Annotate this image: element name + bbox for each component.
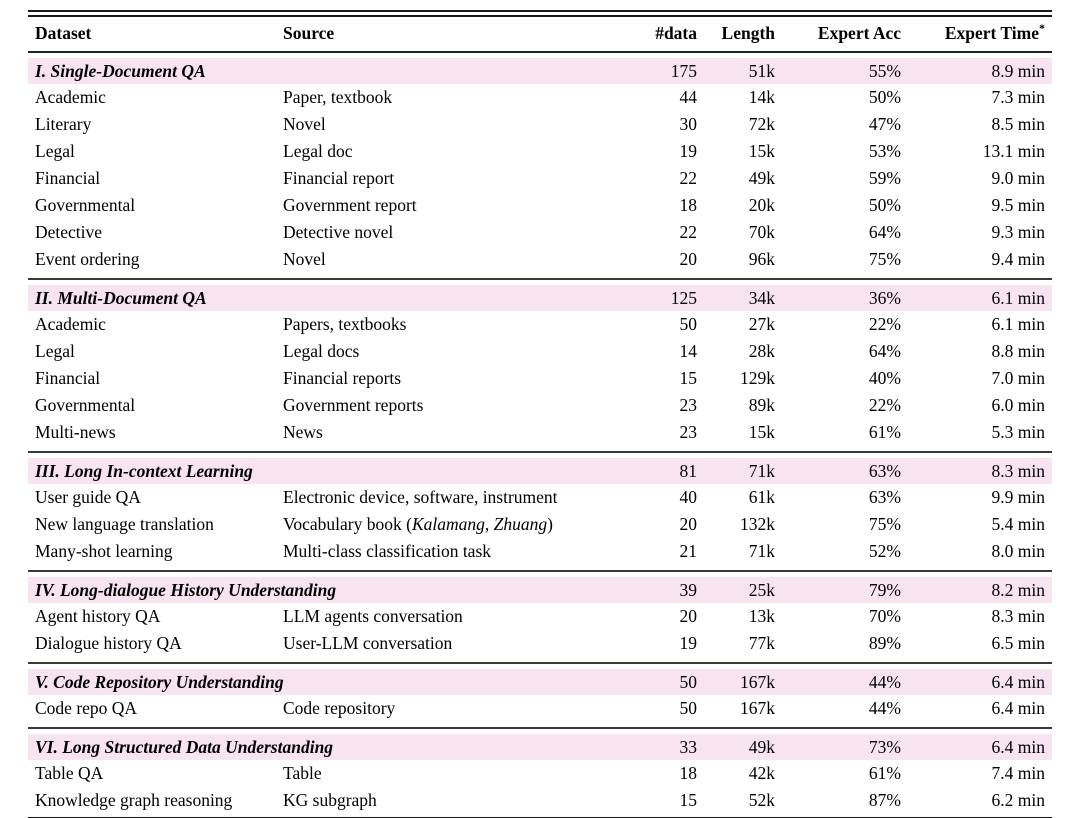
length-cell: 27k xyxy=(748,314,775,334)
section-title: IV. Long-dialogue History Understanding xyxy=(28,577,630,603)
acc-cell: 50% xyxy=(868,195,901,215)
table-row xyxy=(28,419,1052,446)
data-cell: 19 xyxy=(679,633,697,653)
source-cell: KG subgraph xyxy=(283,790,377,810)
dataset-cell: Table QA xyxy=(35,763,104,783)
section-row xyxy=(28,285,1052,311)
length-cell: 15k xyxy=(748,422,775,442)
time-cell: 6.0 min xyxy=(991,395,1045,415)
table-row xyxy=(28,392,1052,419)
table-row xyxy=(28,603,1052,630)
data-cell: 18 xyxy=(679,763,697,783)
time-cell-aggregate: 6.4 min xyxy=(906,669,1052,695)
data-cell-aggregate: 81 xyxy=(630,458,702,484)
acc-cell: 59% xyxy=(868,168,901,188)
length-cell-aggregate: 49k xyxy=(702,734,780,760)
table-header xyxy=(28,17,1052,52)
time-cell: 7.3 min xyxy=(991,87,1045,107)
column-header-time: Expert Time* xyxy=(906,17,1052,52)
length-cell: 15k xyxy=(748,141,775,161)
dataset-cell: Financial xyxy=(35,168,101,188)
data-cell: 23 xyxy=(679,395,697,415)
length-cell-aggregate: 51k xyxy=(702,58,780,84)
table-row xyxy=(28,84,1052,111)
header-row xyxy=(28,17,1052,52)
dataset-cell: Governmental xyxy=(35,395,136,415)
length-cell: 20k xyxy=(748,195,775,215)
data-cell: 18 xyxy=(679,195,697,215)
acc-cell: 70% xyxy=(868,606,901,626)
table-row xyxy=(28,111,1052,138)
dataset-cell: User guide QA xyxy=(35,487,141,507)
acc-cell: 40% xyxy=(868,368,901,388)
acc-cell: 47% xyxy=(868,114,901,134)
acc-cell: 75% xyxy=(868,249,901,269)
data-cell-aggregate: 39 xyxy=(630,577,702,603)
time-cell: 8.3 min xyxy=(991,606,1045,626)
section-title: V. Code Repository Understanding xyxy=(28,669,630,695)
dataset-cell: Multi-news xyxy=(35,422,116,442)
time-cell-aggregate: 8.9 min xyxy=(906,58,1052,84)
column-header-dataset: Dataset xyxy=(28,17,283,52)
acc-cell: 22% xyxy=(868,314,901,334)
acc-cell: 64% xyxy=(868,222,901,242)
source-cell: Financial report xyxy=(283,168,395,188)
data-cell-aggregate: 125 xyxy=(630,285,702,311)
table-row xyxy=(28,246,1052,273)
source-cell: Papers, textbooks xyxy=(283,314,407,334)
section-row xyxy=(28,577,1052,603)
data-cell: 50 xyxy=(679,698,697,718)
source-cell: Legal doc xyxy=(283,141,353,161)
length-cell: 42k xyxy=(748,763,775,783)
source-cell: Novel xyxy=(283,114,326,134)
time-cell: 9.3 min xyxy=(991,222,1045,242)
length-cell: 61k xyxy=(748,487,775,507)
data-cell: 20 xyxy=(679,249,697,269)
data-cell: 22 xyxy=(679,222,697,242)
time-cell: 6.1 min xyxy=(991,314,1045,334)
length-cell: 70k xyxy=(748,222,775,242)
source-cell: Code repository xyxy=(283,698,396,718)
length-cell: 129k xyxy=(740,368,775,388)
source-cell: Financial reports xyxy=(283,368,402,388)
column-header-data: #data xyxy=(630,17,702,52)
acc-cell-aggregate: 79% xyxy=(780,577,906,603)
acc-cell: 61% xyxy=(868,422,901,442)
dataset-cell: Event ordering xyxy=(35,249,140,269)
source-cell: User-LLM conversation xyxy=(283,633,453,653)
data-cell-aggregate: 33 xyxy=(630,734,702,760)
length-cell: 52k xyxy=(748,790,775,810)
time-cell: 7.0 min xyxy=(991,368,1045,388)
acc-cell-aggregate: 55% xyxy=(780,58,906,84)
time-cell: 8.0 min xyxy=(991,541,1045,561)
source-cell: Legal docs xyxy=(283,341,360,361)
acc-cell: 61% xyxy=(868,763,901,783)
source-cell: News xyxy=(283,422,323,442)
acc-cell-aggregate: 36% xyxy=(780,285,906,311)
source-cell: Multi-class classification task xyxy=(283,541,492,561)
length-cell: 132k xyxy=(740,514,775,534)
source-cell: Vocabulary book (Kalamang, Zhuang) xyxy=(283,514,553,534)
data-cell: 23 xyxy=(679,422,697,442)
dataset-cell: Academic xyxy=(35,87,106,107)
data-cell: 15 xyxy=(679,790,697,810)
acc-cell: 52% xyxy=(868,541,901,561)
table-top-double-rule xyxy=(28,10,1052,17)
source-cell: Government report xyxy=(283,195,417,215)
table-row xyxy=(28,165,1052,192)
length-cell: 49k xyxy=(748,168,775,188)
length-cell: 89k xyxy=(748,395,775,415)
source-cell: Electronic device, software, instrument xyxy=(283,487,558,507)
time-cell-aggregate: 8.2 min xyxy=(906,577,1052,603)
source-cell: Novel xyxy=(283,249,326,269)
acc-cell: 64% xyxy=(868,341,901,361)
acc-cell: 89% xyxy=(868,633,901,653)
dataset-cell: Legal xyxy=(35,341,75,361)
source-cell: Detective novel xyxy=(283,222,394,242)
time-cell: 8.5 min xyxy=(991,114,1045,134)
dataset-cell: Dialogue history QA xyxy=(35,633,182,653)
length-cell: 72k xyxy=(748,114,775,134)
time-cell: 5.4 min xyxy=(991,514,1045,534)
table-row xyxy=(28,192,1052,219)
length-cell: 96k xyxy=(748,249,775,269)
table-row xyxy=(28,219,1052,246)
column-header-source: Source xyxy=(283,17,630,52)
acc-cell: 75% xyxy=(868,514,901,534)
dataset-cell: Agent history QA xyxy=(35,606,161,626)
length-cell: 77k xyxy=(748,633,775,653)
section-row xyxy=(28,58,1052,84)
length-cell-aggregate: 167k xyxy=(702,669,780,695)
italic-source-term: Zhuang xyxy=(493,514,548,534)
table-row xyxy=(28,484,1052,511)
data-cell: 50 xyxy=(679,314,697,334)
section-row xyxy=(28,734,1052,760)
header-footnote-star: * xyxy=(1039,21,1045,36)
time-cell: 9.0 min xyxy=(991,168,1045,188)
dataset-cell: Knowledge graph reasoning xyxy=(35,790,233,810)
time-cell: 6.5 min xyxy=(991,633,1045,653)
time-cell: 9.9 min xyxy=(991,487,1045,507)
dataset-cell: Detective xyxy=(35,222,103,242)
length-cell-aggregate: 71k xyxy=(702,458,780,484)
length-cell: 71k xyxy=(748,541,775,561)
acc-cell: 22% xyxy=(868,395,901,415)
section-title: I. Single-Document QA xyxy=(28,58,630,84)
acc-cell: 63% xyxy=(868,487,901,507)
data-cell: 15 xyxy=(679,368,697,388)
length-cell: 14k xyxy=(748,87,775,107)
dataset-cell: Code repo QA xyxy=(35,698,138,718)
time-cell: 5.3 min xyxy=(991,422,1045,442)
time-cell: 9.5 min xyxy=(991,195,1045,215)
acc-cell-aggregate: 63% xyxy=(780,458,906,484)
time-cell-aggregate: 6.4 min xyxy=(906,734,1052,760)
table-row xyxy=(28,695,1052,722)
length-cell-aggregate: 25k xyxy=(702,577,780,603)
data-cell-aggregate: 50 xyxy=(630,669,702,695)
table-row xyxy=(28,138,1052,165)
table-row xyxy=(28,760,1052,787)
table-row xyxy=(28,787,1052,814)
length-cell: 13k xyxy=(748,606,775,626)
time-cell-aggregate: 8.3 min xyxy=(906,458,1052,484)
section-title: III. Long In-context Learning xyxy=(28,458,630,484)
table-body xyxy=(28,52,1052,814)
dataset-cell: Many-shot learning xyxy=(35,541,173,561)
dataset-cell: Academic xyxy=(35,314,106,334)
time-cell: 7.4 min xyxy=(991,763,1045,783)
acc-cell: 87% xyxy=(868,790,901,810)
section-title: VI. Long Structured Data Understanding xyxy=(28,734,630,760)
dataset-cell: New language translation xyxy=(35,514,214,534)
section-title: II. Multi-Document QA xyxy=(28,285,630,311)
data-cell: 20 xyxy=(679,606,697,626)
acc-cell: 44% xyxy=(868,698,901,718)
time-cell-aggregate: 6.1 min xyxy=(906,285,1052,311)
time-cell: 6.2 min xyxy=(991,790,1045,810)
data-cell: 19 xyxy=(679,141,697,161)
data-cell: 30 xyxy=(679,114,697,134)
time-cell: 9.4 min xyxy=(991,249,1045,269)
benchmark-table xyxy=(28,17,1052,814)
acc-cell-aggregate: 44% xyxy=(780,669,906,695)
source-cell: Government reports xyxy=(283,395,424,415)
data-cell-aggregate: 175 xyxy=(630,58,702,84)
dataset-cell: Literary xyxy=(35,114,92,134)
time-cell: 6.4 min xyxy=(991,698,1045,718)
table-row xyxy=(28,538,1052,565)
table-row xyxy=(28,511,1052,538)
table-row xyxy=(28,338,1052,365)
data-cell: 44 xyxy=(679,87,697,107)
data-cell: 14 xyxy=(679,341,697,361)
dataset-cell: Governmental xyxy=(35,195,136,215)
acc-cell: 53% xyxy=(868,141,901,161)
data-cell: 22 xyxy=(679,168,697,188)
section-row xyxy=(28,458,1052,484)
source-cell: LLM agents conversation xyxy=(283,606,463,626)
acc-cell-aggregate: 73% xyxy=(780,734,906,760)
data-cell: 21 xyxy=(679,541,697,561)
table-row xyxy=(28,630,1052,657)
acc-cell: 50% xyxy=(868,87,901,107)
table-row xyxy=(28,365,1052,392)
source-cell: Table xyxy=(283,763,322,783)
data-cell: 40 xyxy=(679,487,697,507)
dataset-cell: Financial xyxy=(35,368,101,388)
table-row xyxy=(28,311,1052,338)
length-cell-aggregate: 34k xyxy=(702,285,780,311)
source-cell: Paper, textbook xyxy=(283,87,393,107)
column-header-acc: Expert Acc xyxy=(780,17,906,52)
section-row xyxy=(28,669,1052,695)
data-cell: 20 xyxy=(679,514,697,534)
length-cell: 28k xyxy=(748,341,775,361)
length-cell: 167k xyxy=(740,698,775,718)
column-header-length: Length xyxy=(702,17,780,52)
dataset-cell: Legal xyxy=(35,141,75,161)
italic-source-term: Kalamang xyxy=(411,514,485,534)
time-cell: 8.8 min xyxy=(991,341,1045,361)
time-cell: 13.1 min xyxy=(982,141,1045,161)
